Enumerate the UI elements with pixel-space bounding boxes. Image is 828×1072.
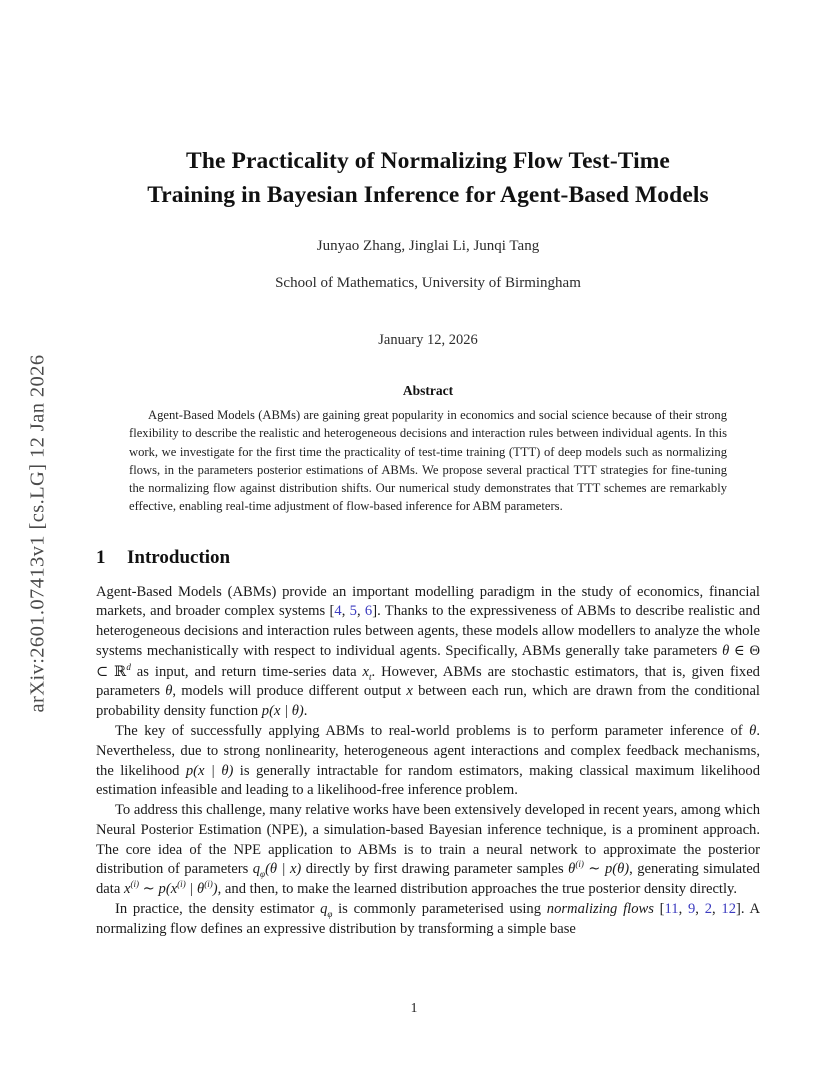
- math-x: x: [362, 663, 369, 680]
- text-run: between each run, which are drawn from the conditional probability density function: [96, 683, 760, 720]
- text-run: . However, ABMs are stochastic estimators, that is, given fixed parameters: [96, 663, 760, 700]
- text-run: is commonly parameterised using: [332, 900, 547, 917]
- paper-content: [96, 0, 760, 939]
- text-run: ,: [341, 603, 350, 620]
- abstract-text: Agent-Based Models (ABMs) are gaining great popularity in economics and social science because of their strong flexibility to describe the realistic and heterogeneous decisions and interaction rules between individual agents. In this work, we investigate for the first time the practicality of test-time training (TTT) of deep models such as normalizing flows, in the parameters posterior estimations of ABMs. We propose several practical TTT strategies for fine-tuning the normalizing flow against distribution shifts. Our numerical study demonstrates that TTT schemes are remarkably effective, enabling real-time adjustment of flow-based inference for ABM parameters.: [129, 408, 727, 514]
- math-likelihood: p(x | θ): [185, 762, 234, 779]
- math-theta: θ: [749, 722, 757, 739]
- body-text: [96, 583, 760, 940]
- text-run: The key of successfully applying ABMs to real-world problems is to perform parameter inference of: [115, 722, 750, 739]
- math-run: | θ: [185, 881, 205, 898]
- math-prior: p(θ): [604, 861, 630, 878]
- math-big-theta: Θ: [749, 642, 760, 659]
- paragraph-4: [96, 900, 760, 940]
- text-run: .: [303, 703, 308, 720]
- paragraph-2: [96, 722, 760, 801]
- arxiv-stamp-text: arXiv:2601.07413v1 [cs.LG] 12 Jan 2026: [26, 354, 49, 713]
- math-run: ∈: [729, 642, 750, 659]
- paragraph-1: [96, 583, 760, 722]
- text-run: In practice, the density estimator: [115, 900, 321, 917]
- text-run: ]. Thanks to the expressiveness of ABMs to describe realistic and heterogeneous decisions and interaction rules between agents, these models allow modellers to analyze the whole systems mechanistically with respect to individual agents. Specifically, ABMs generally take parameters: [96, 603, 760, 659]
- author-list: Junyao Zhang, Jinglai Li, Junqi Tang: [316, 238, 540, 255]
- math-q: q: [252, 861, 261, 878]
- text-run: , generating simulated data: [96, 861, 760, 898]
- math-subscript: t: [368, 671, 372, 682]
- abstract-section: [96, 383, 760, 516]
- text-run: ,: [712, 900, 722, 917]
- math-conditional-density: p(x | θ): [261, 703, 304, 720]
- math-subscript-phi: φ: [327, 908, 333, 919]
- page-number: 1: [410, 1000, 418, 1015]
- math-superscript-index: (i): [130, 879, 139, 890]
- math-real-numbers: ℝ: [114, 662, 127, 680]
- emphasis-normalizing-flows: normalizing flows: [546, 900, 654, 917]
- citation-link[interactable]: 6: [364, 603, 373, 620]
- citation-link[interactable]: 12: [721, 900, 736, 917]
- citation-link[interactable]: 2: [704, 900, 712, 917]
- section-title: Introduction: [127, 546, 231, 568]
- text-run: [: [653, 900, 665, 917]
- math-x: x: [123, 881, 131, 898]
- citation-link[interactable]: 9: [688, 900, 696, 917]
- math-theta: θ: [165, 683, 173, 700]
- publication-date: January 12, 2026: [378, 332, 478, 349]
- math-posterior-args: (θ | x): [265, 861, 302, 878]
- text-run: ]. A normalizing flow defines an expressive distribution by transforming a simple base: [96, 900, 760, 937]
- title-line-1: The Practicality of Normalizing Flow Test-Time: [186, 148, 670, 174]
- math-run: ): [212, 881, 218, 898]
- citation-link[interactable]: 5: [349, 603, 357, 620]
- math-likelihood: p(x: [158, 881, 178, 898]
- section-number: 1: [96, 546, 106, 568]
- citation-link[interactable]: 11: [664, 900, 679, 917]
- math-theta: θ: [568, 861, 576, 878]
- text-run: Agent-Based Models (ABMs) provide an important modelling paradigm in the study of economics, financial markets, and broader complex systems [: [96, 583, 760, 620]
- math-superscript-index: (i): [204, 879, 213, 890]
- text-run: as input, and return time-series data: [130, 663, 363, 680]
- text-run: , models will produce different output: [172, 683, 407, 700]
- math-superscript-index: (i): [177, 879, 186, 890]
- text-run: To address this challenge, many relative works have been extensively developed in recent years, among which Neural Posterior Estimation (NPE), a simulation-based Bayesian inference technique, is a prominent approach. The core idea of the NPE application to ABMs is to train a neural network to approximate the posterior distribution of parameters: [96, 802, 760, 878]
- text-run: is generally intractable for random estimators, making classical maximum likelihood estimation infeasible and leading to a likelihood-free inference problem.: [96, 762, 761, 799]
- text-run: ,: [695, 900, 705, 917]
- title-line-2: Training in Bayesian Inference for Agent-Based Models: [147, 182, 709, 209]
- citation-link[interactable]: 4: [334, 603, 342, 620]
- text-run: . Nevertheless, due to strong nonlinearity, heterogeneous agent interactions and complex feedback mechanisms, the likelihood: [96, 722, 760, 779]
- text-run: , and then, to make the learned distribution approaches the true posterior density directly.: [217, 881, 738, 898]
- math-superscript: d: [126, 661, 131, 672]
- text-run: ,: [356, 603, 365, 620]
- math-theta: θ: [722, 642, 730, 659]
- math-run: ∼: [139, 881, 159, 898]
- math-subscript-phi: φ: [260, 869, 266, 880]
- math-q: q: [320, 900, 328, 917]
- math-run: ⊂: [96, 663, 115, 680]
- section-heading-introduction: [96, 547, 760, 569]
- paragraph-3: [96, 801, 760, 900]
- math-run: ∼: [583, 861, 605, 878]
- affiliation: School of Mathematics, University of Birmingham: [275, 275, 581, 292]
- arxiv-stamp: [18, 300, 58, 800]
- text-run: directly by first drawing parameter samples: [301, 861, 569, 878]
- abstract-heading: Abstract: [402, 383, 454, 399]
- math-superscript-index: (i): [575, 859, 584, 870]
- math-x: x: [406, 683, 413, 700]
- text-run: ,: [678, 900, 688, 917]
- page-title: [96, 144, 760, 212]
